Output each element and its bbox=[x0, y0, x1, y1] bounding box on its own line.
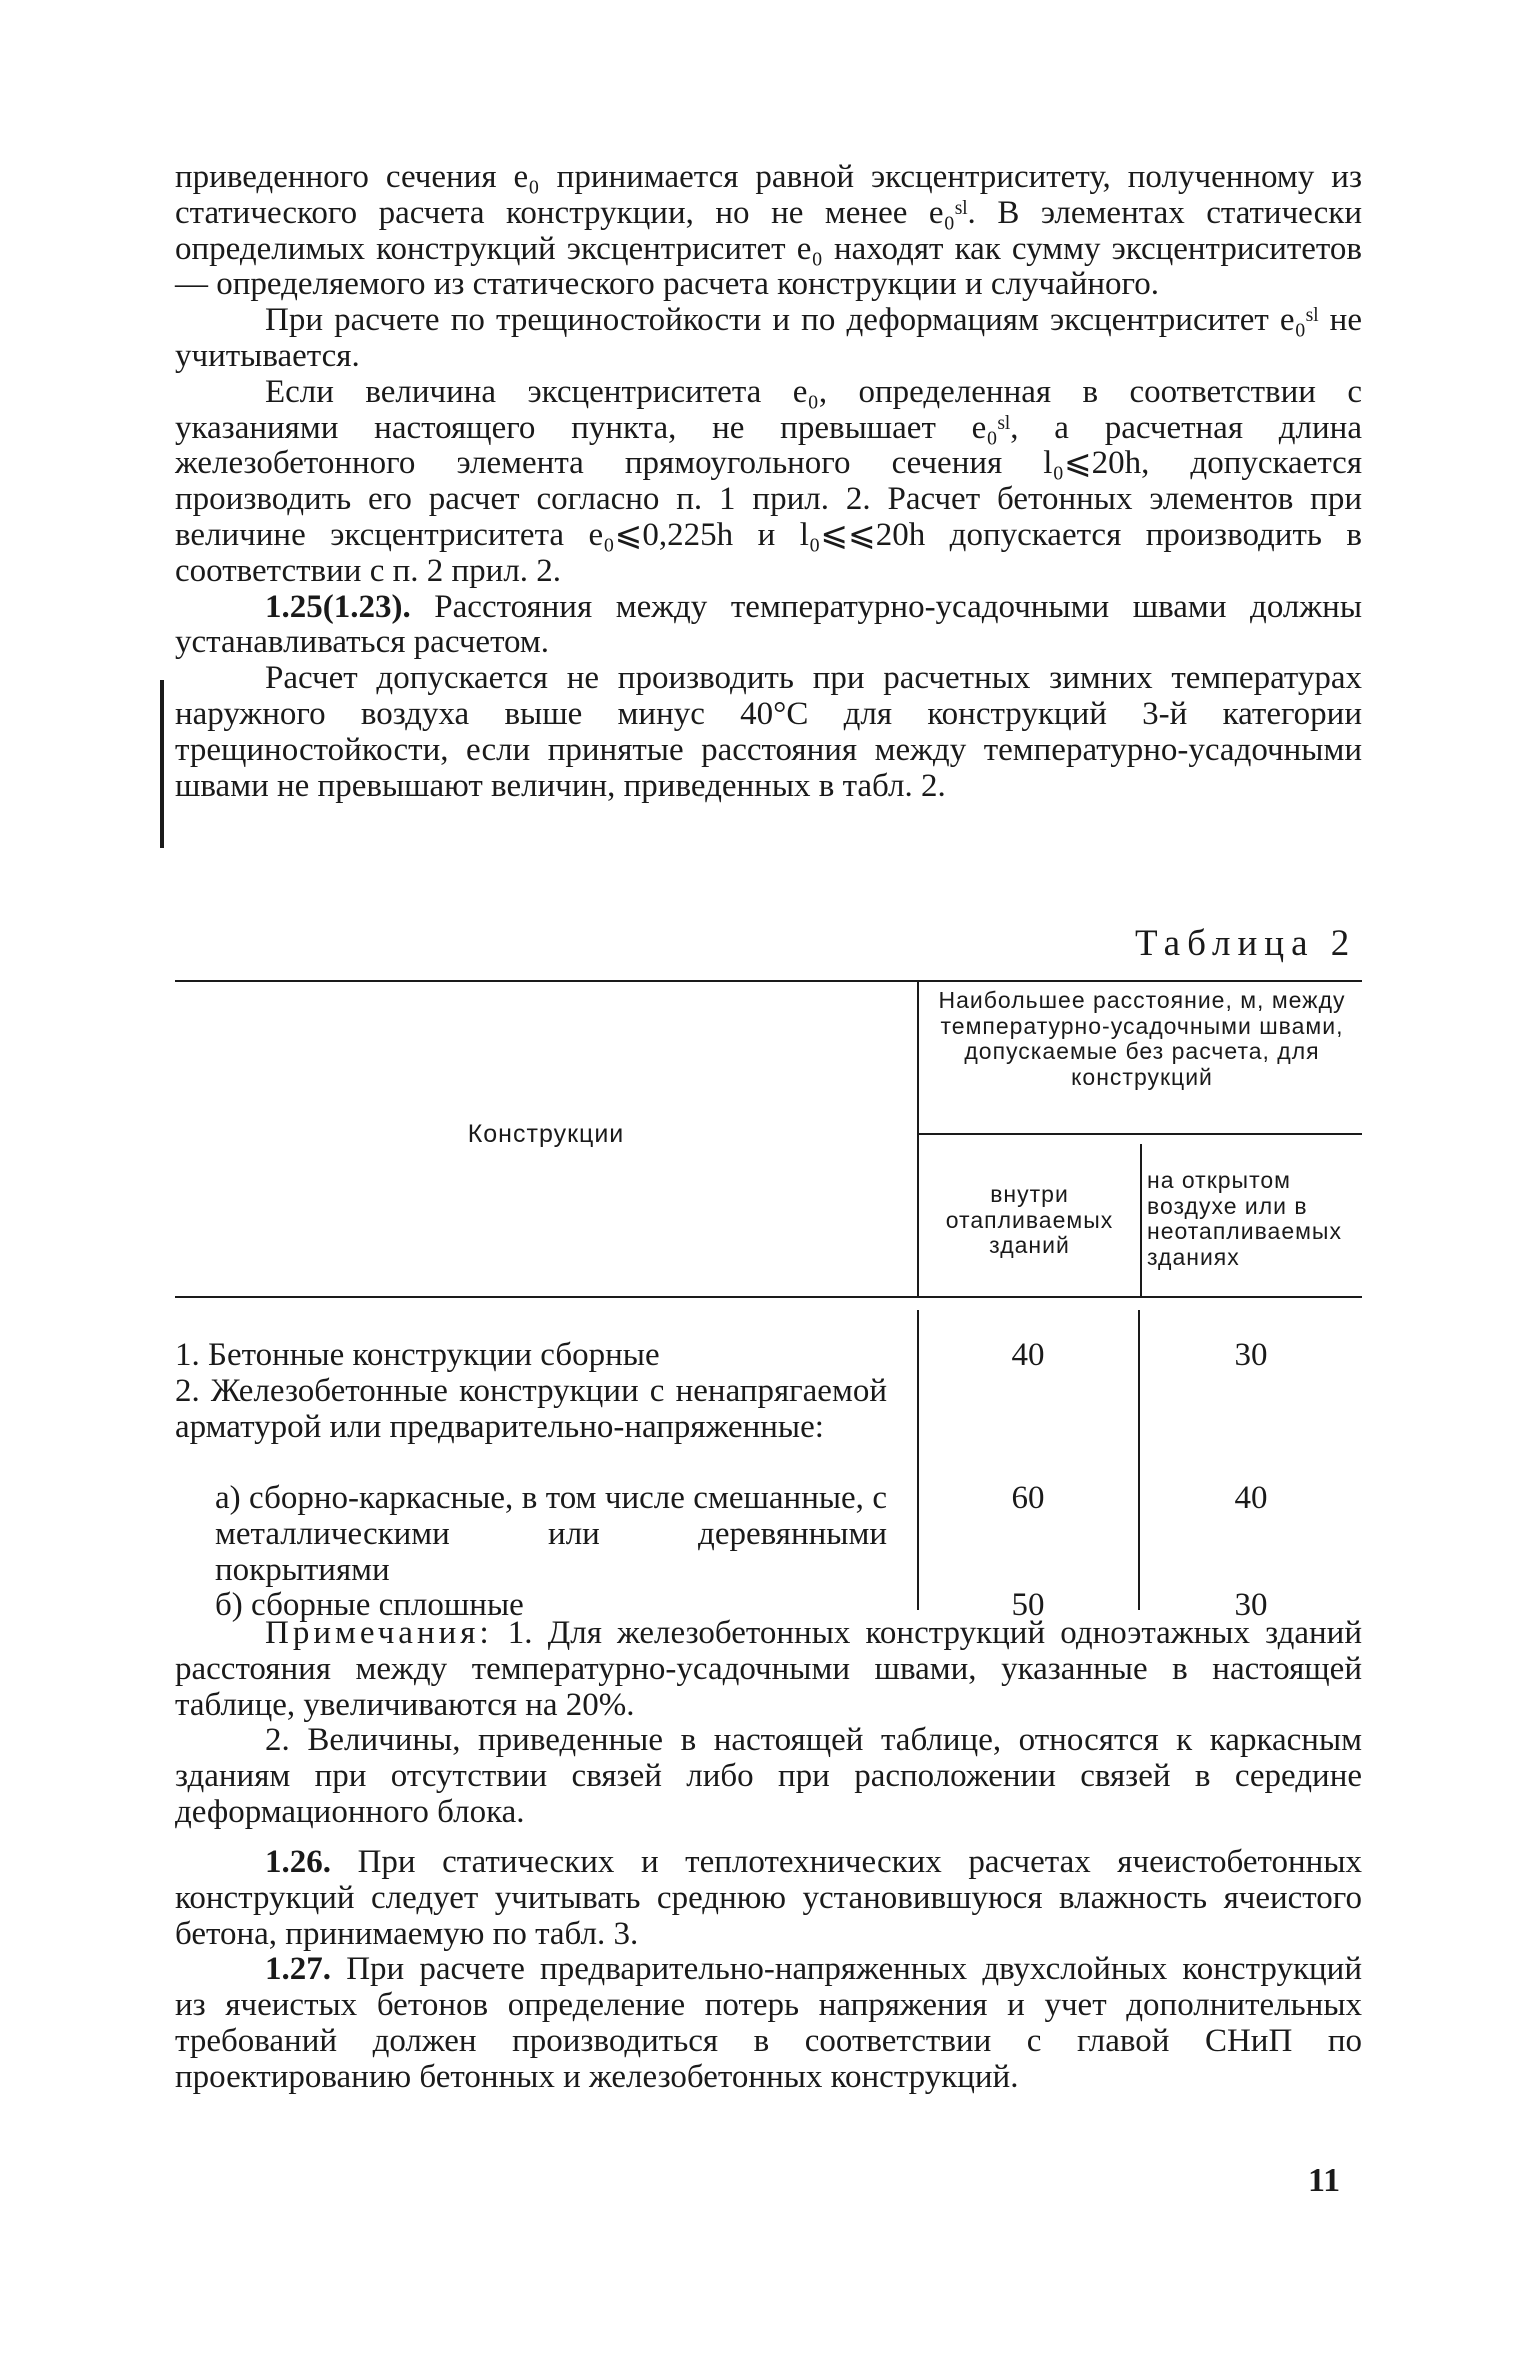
table-top-rule bbox=[175, 980, 1362, 982]
header-construction: Конструкции bbox=[467, 1120, 625, 1148]
header-vertical-rule bbox=[917, 980, 919, 1296]
header-bottom-rule bbox=[175, 1296, 1362, 1298]
paragraph-calculation-exemption: Расчет допускается не производить при расчетных зимних температурах наружного воздуха выше минус 40°C для конструкций 3-й категории трещиностойкости, если принятые расстояния между температурно-усадочными швами не превышают величин, приведенных в табл. 2. bbox=[175, 660, 1362, 804]
row-label-precast-frame: а) сборно-каркасные, в том числе смешанные, с металлическими или деревянными покрытиями bbox=[215, 1480, 887, 1588]
clause-number: 1.27. bbox=[265, 1951, 331, 1988]
clause-number: 1.25(1.23). bbox=[265, 588, 411, 625]
row-label-reinforced-concrete: 2. Железобетонные конструкции с ненапрягаемой арматурой или предварительно-напряженные: bbox=[175, 1373, 887, 1445]
text-block-top bbox=[175, 160, 1362, 804]
note-1: Примечания: 1. Для железобетонных конструкций одноэтажных зданий расстояния между температурно-усадочными швами, указанные в настоящей таблице, увеличиваются на 20%. bbox=[175, 1615, 1362, 1723]
notes-label: Примечания: bbox=[265, 1615, 493, 1651]
header-open-air: на открытом воздухе или в неотапливаемых зданиях bbox=[1147, 1167, 1342, 1270]
value-row3-col1: 60 bbox=[1011, 1480, 1045, 1516]
paragraph-1-27: 1.27. При расчете предварительно-напряженных двухслойных конструкций из ячеистых бетонов определение потерь напряжения и учет дополнительных требований должен производиться в соответствии с главой СНиП по проектированию бетонных и железобетонных конструкций. bbox=[175, 1951, 1362, 2095]
value-row1-col2: 30 bbox=[1234, 1337, 1268, 1373]
page-number: 11 bbox=[1308, 2162, 1341, 2199]
paragraph-crack-resistance: При расчете по трещиностойкости и по деформациям эксцентриситет e₀ˢˡ не учитывается. bbox=[175, 302, 1362, 374]
value-row1-col1: 40 bbox=[1011, 1337, 1045, 1373]
paragraph-e0-definition: приведенного сечения e₀ принимается равной эксцентриситету, полученному из статического расчета конструкции, но не менее e₀ˢˡ. В элементах статически определимых конструкций эксцентриситет e₀ находят как сумму эксцентриситетов — определяемого из статического расчета конструкции и случайного. bbox=[175, 159, 1362, 303]
paragraph-1-25: 1.25(1.23). Расстояния между температурно-усадочными швами должны устанавливаться расчетом. bbox=[175, 588, 1362, 661]
subheader-vertical-rule bbox=[1140, 1144, 1142, 1296]
value-row4-col1: 50 bbox=[1011, 1587, 1045, 1623]
paragraph-1-26: 1.26. При статических и теплотехнических расчетах ячеистобетонных конструкций следует учитывать среднюю установившуюся влажность ячеистого бетона, принимаемую по табл. 3. bbox=[175, 1844, 1362, 1952]
table-2 bbox=[175, 970, 1362, 1623]
text-block-bottom bbox=[175, 1845, 1362, 2096]
clause-number: 1.26. bbox=[265, 1844, 331, 1880]
value-row4-col2: 30 bbox=[1234, 1587, 1268, 1623]
header-max-distance: Наибольшее расстояние, м, между температурно-усадочными швами, допускаемые без расчета, для конструкций bbox=[938, 987, 1346, 1090]
table-notes bbox=[175, 1616, 1362, 1831]
note-2: 2. Величины, приведенные в настоящей таблице, относятся к каркасным зданиям при отсутствии связей либо при расположении связей в середине деформационного блока. bbox=[175, 1722, 1362, 1830]
value-row3-col2: 40 bbox=[1234, 1480, 1268, 1516]
header-heated-buildings: внутри отапливаемых зданий bbox=[945, 1181, 1114, 1258]
table-title: Таблица 2 bbox=[1135, 923, 1357, 964]
row-label-precast-solid: б) сборные сплошные bbox=[215, 1587, 524, 1623]
revision-bar bbox=[160, 680, 164, 848]
header-split-rule bbox=[918, 1133, 1362, 1135]
paragraph-eccentricity-condition: Если величина эксцентриситета e₀, определенная в соответствии с указаниями настоящего пункта, не превышает e₀ˢˡ, а расчетная длина железобетонного элемента прямоугольного сечения l₀⩽20h, допускается производить его расчет согласно п. 1 прил. 2. Расчет бетонных элементов при величине эксцентриситета e₀⩽0,225h и l₀⩽⩽20h допускается производить в соответствии с п. 2 прил. 2. bbox=[175, 373, 1362, 589]
row-label-precast-concrete: 1. Бетонные конструкции сборные bbox=[175, 1337, 660, 1373]
